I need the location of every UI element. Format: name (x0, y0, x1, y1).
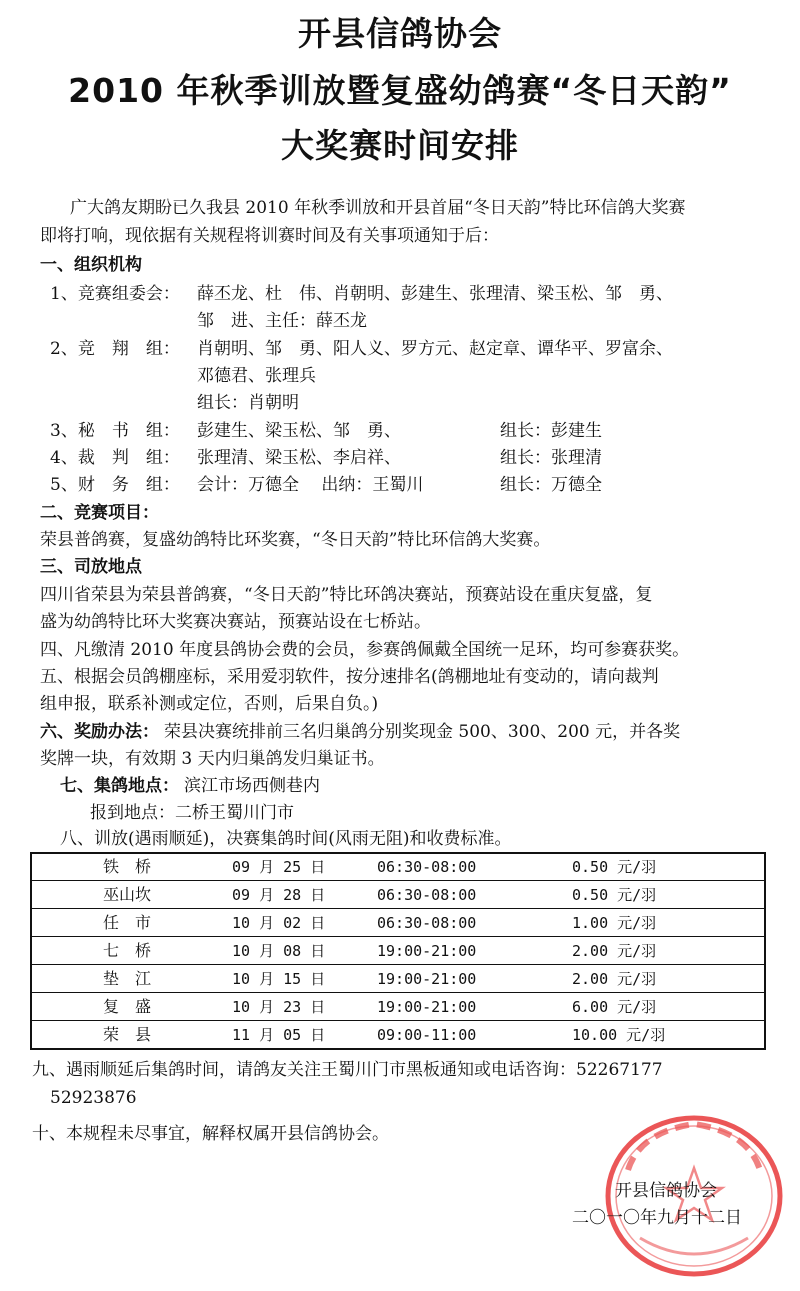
schedule-place: 任 市 (102, 913, 151, 932)
section-1-heading: 一、组织机构 (40, 255, 142, 275)
schedule-place: 荣 县 (102, 1025, 151, 1044)
section-9-line-1: 九、遇雨顺延后集鸽时间，请鸽友关注王蜀川门市黑板通知或电话咨询：52267177 (32, 1060, 663, 1080)
title-line-1: 开县信鸽协会 (298, 14, 502, 53)
section-2-heading: 二、竞赛项目： (40, 503, 159, 523)
schedule-time: 19:00-21:00 (377, 970, 477, 988)
table-row (32, 966, 764, 993)
schedule-date: 10 月 02 日 (232, 914, 326, 932)
flight-group-names: 肖朝明、邹 勇、阳人义、罗方元、赵定章、谭华平、罗富余、 (197, 339, 673, 359)
schedule-table (30, 852, 766, 1050)
flight-group-leader: 组长：肖朝明 (197, 393, 299, 413)
judge-group-label: 4、裁 判 组： (50, 448, 180, 468)
section-3-line-2: 盛为幼鸽特比环大奖赛决赛站，预赛站设在七桥站。 (40, 612, 431, 632)
table-row (32, 938, 764, 965)
title-line-3: 大奖赛时间安排 (281, 126, 519, 165)
section-6-heading: 六、奖励办法： (40, 722, 159, 742)
section-3-heading: 三、司放地点 (40, 557, 142, 577)
schedule-date: 11 月 05 日 (232, 1026, 326, 1044)
schedule-time: 06:30-08:00 (377, 858, 477, 876)
schedule-fee: 1.00 元/羽 (572, 914, 657, 932)
schedule-fee: 2.00 元/羽 (572, 942, 657, 960)
intro-line-1: 广大鸽友期盼已久我县 2010 年秋季训放和开县首届“冬日天韵”特比环信鸽大奖赛 (70, 198, 686, 218)
schedule-place: 垫 江 (102, 969, 151, 988)
schedule-date: 10 月 23 日 (232, 998, 326, 1016)
secretary-group-label: 3、秘 书 组： (50, 421, 180, 441)
signature-org: 开县信鸽协会 (615, 1181, 717, 1201)
committee-names: 薛丕龙、杜 伟、肖朝明、彭建生、张理清、梁玉松、邹 勇、 (197, 284, 673, 304)
table-row (32, 910, 764, 937)
intro-line-2: 即将打响，现依据有关规程将训赛时间及有关事项通知于后： (40, 226, 499, 246)
section-5-line-2: 组申报，联系补测或定位，否则，后果自负。) (40, 694, 379, 714)
flight-group-label: 2、竞 翔 组： (50, 339, 180, 359)
finance-group-label: 5、财 务 组： (50, 475, 180, 495)
section-7-report: 报到地点：二桥王蜀川门市 (90, 803, 294, 823)
schedule-date: 09 月 28 日 (232, 886, 326, 904)
section-7-place: 滨江市场西侧巷内 (184, 776, 320, 796)
section-6-line-2: 奖牌一块，有效期 3 天内归巢鸽发归巢证书。 (40, 749, 385, 769)
schedule-date: 09 月 25 日 (232, 858, 326, 876)
committee-label: 1、竞赛组委会： (50, 284, 180, 304)
table-row (32, 882, 764, 909)
schedule-place: 七 桥 (102, 941, 151, 960)
judge-group-names: 张理清、梁玉松、李启祥、 (197, 448, 401, 468)
schedule-time: 19:00-21:00 (377, 998, 477, 1016)
title-line-2: 2010 年秋季训放暨复盛幼鸽赛“冬日天韵” (68, 71, 732, 110)
schedule-date: 10 月 08 日 (232, 942, 326, 960)
seal-arc-mark (628, 1124, 760, 1170)
schedule-fee: 6.00 元/羽 (572, 998, 657, 1016)
seal-bottom-mark (640, 1238, 748, 1254)
section-2-text: 荣县普鸽赛，复盛幼鸽特比环奖赛，“冬日天韵”特比环信鸽大奖赛。 (40, 530, 551, 550)
schedule-fee: 10.00 元/羽 (572, 1026, 666, 1044)
schedule-fee: 0.50 元/羽 (572, 886, 657, 904)
section-4-line: 四、凡缴清 2010 年度县鸽协会费的会员，参赛鸽佩戴全国统一足环，均可参赛获奖。 (40, 640, 690, 660)
flight-group-names-cont: 邓德君、张理兵 (197, 366, 316, 386)
committee-names-cont: 邹 进、主任：薛丕龙 (197, 311, 367, 331)
table-row (32, 1022, 764, 1049)
signature-date: 二〇一〇年九月十二日 (572, 1208, 742, 1228)
secretary-group-names: 彭建生、梁玉松、邹 勇、 (197, 421, 401, 441)
schedule-time: 06:30-08:00 (377, 886, 477, 904)
schedule-place: 巫山坎 (102, 885, 151, 904)
schedule-time: 19:00-21:00 (377, 942, 477, 960)
schedule-fee: 0.50 元/羽 (572, 858, 657, 876)
section-9-line-2: 52923876 (50, 1088, 137, 1108)
schedule-place: 复 盛 (102, 997, 151, 1016)
judge-group-leader: 组长：张理清 (500, 448, 602, 468)
table-row (32, 994, 764, 1021)
section-3-line-1: 四川省荣县为荣县普鸽赛，“冬日天韵”特比环鸽决赛站，预赛站设在重庆复盛，复 (40, 585, 653, 605)
section-8-line: 八、训放(遇雨顺延)，决赛集鸽时间(风雨无阻)和收费标准。 (60, 829, 512, 849)
section-6-line-1: 荣县决赛统排前三名归巢鸽分别奖现金 500、300、200 元，并各奖 (164, 722, 681, 742)
section-10-line: 十、本规程未尽事宜，解释权属开县信鸽协会。 (32, 1124, 389, 1144)
schedule-place: 铁 桥 (102, 857, 151, 876)
section-5-line-1: 五、根据会员鸽棚座标，采用爱羽软件，按分速排名(鸽棚地址有变动的，请向裁判 (40, 667, 659, 687)
finance-group-names: 会计：万德全 出纳：王蜀川 (197, 475, 424, 495)
finance-group-leader: 组长：万德全 (500, 475, 602, 495)
secretary-group-leader: 组长：彭建生 (500, 421, 602, 441)
schedule-time: 09:00-11:00 (377, 1026, 477, 1044)
table-row (32, 854, 764, 881)
schedule-date: 10 月 15 日 (232, 970, 326, 988)
schedule-fee: 2.00 元/羽 (572, 970, 657, 988)
section-7-heading: 七、集鸽地点： (60, 776, 179, 796)
schedule-time: 06:30-08:00 (377, 914, 477, 932)
